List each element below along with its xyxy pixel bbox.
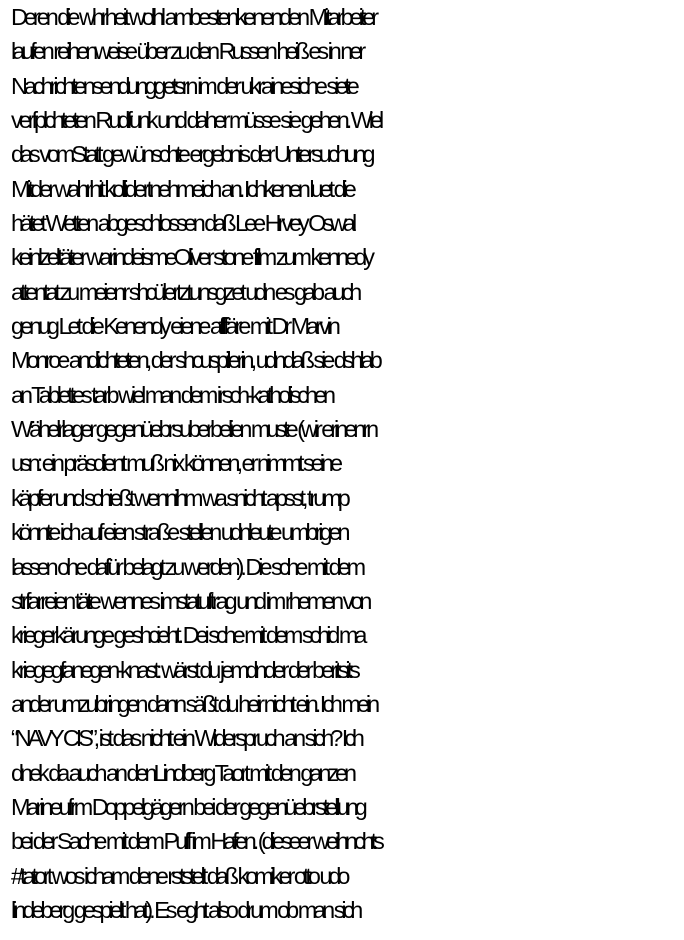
text-line: hätet Wetten abgeschlossen daß Lee Hrvey Oswal	[11, 210, 354, 237]
text-line: bei der Sache mit dem Puff im Hafen. (dieseer weihnchts	[11, 828, 381, 855]
text-line: “NAVY CIS”, ist das nicht ein Widerspruch an sich? Ich	[11, 725, 361, 752]
text-line: lindeberg gespielt hat). Es eght also drum ob man sich	[11, 896, 360, 923]
text-line: kriegegfanegen-knast: wärst du jemdnder der beritsits	[11, 656, 357, 683]
text-line: Deren die whrheit wolhl ambestenkenenden Mitarbeiter	[11, 4, 376, 30]
text-line: käpfer und schießt wennihm wa snicht apsst, trump	[11, 484, 347, 511]
text-line: könnte ich auf eien straße stellen udnleute umbrigen	[11, 519, 347, 546]
text-line: strfarreien täte wennes imstatuftrag und im rhemen von	[11, 587, 369, 614]
text-line: Mitder wahrhit kollidertnehmeich an. Ichkenen luet die	[11, 175, 353, 202]
text-line: Wähelrlager gegenüebrsuberbelien muste (wir erinenrn	[11, 416, 376, 443]
text-line: Nachrichtensendunggetsrn im der ukrainesiche siete	[11, 72, 356, 99]
text-line: verfplchteten Rudfunk und daher müsse sie gehen. Wiel	[11, 107, 381, 134]
text-line: keinlzeltäter warindeismeOliver stone film zum kennedy	[11, 244, 371, 271]
text-line: Monroe andichteten, der shcuspilerin, udndaß sie dshlab	[11, 347, 379, 374]
text-line: genug Let die Kenendy eiene afffäre mit Dr Marvin	[11, 313, 337, 340]
text-line: dnek da auch an denLindberg Taort mit den ganzen	[11, 759, 354, 786]
text-line: usn: ein präsdient muß nix können, er nimmt seine	[11, 450, 339, 477]
text-line: Marineufrm Doppelgägern bei der gegenüebrstellung	[11, 793, 364, 820]
text-line: ander umzubringen dann säßt du heir nicht ein. Ich mein	[11, 690, 377, 717]
text-line: kriegerkärunge geshcieht. Dei sche mit dem schid ma	[11, 622, 364, 649]
text-line: an Tablettes tarb wiel man dem irsch-katholischen	[11, 381, 333, 408]
text-line: #tatort wos icham dene rststelt daß komiker otto udo	[11, 862, 347, 889]
text-line: das vomStatt gewünschte ergebnis der Untersuchung	[11, 141, 372, 168]
text-line: attentat zu meienr shcülertztunsgzet udn es gab auch	[11, 278, 359, 305]
text-line: lassen ohe dafür belagt zu werden). Die sche mit dem	[11, 553, 363, 580]
text-line: laufen reihenweise über zu den Russen heiß es in ner	[11, 38, 363, 65]
body-text	[11, 0, 684, 927]
